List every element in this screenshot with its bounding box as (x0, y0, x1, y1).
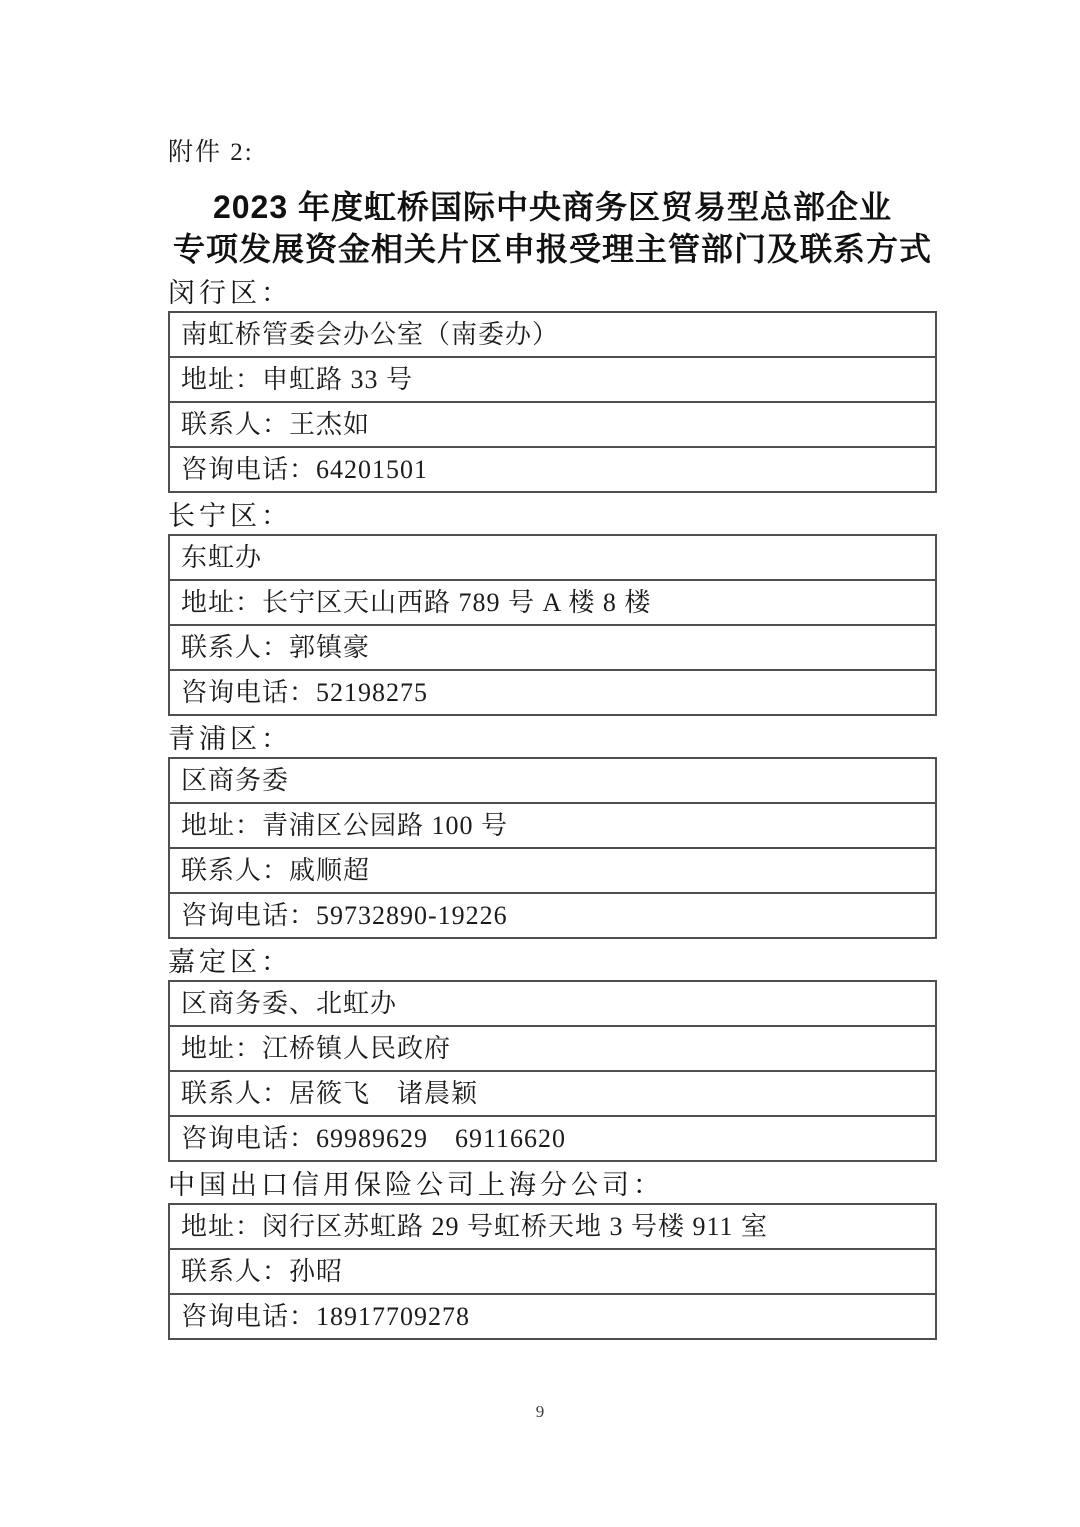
table-row: 区商务委、北虹办 (181, 989, 398, 1018)
table-row: 地址：申虹路 33 号 (170, 356, 935, 401)
table-row: 联系人：孙昭 (170, 1248, 935, 1293)
table-row: 咨询电话：64201501 (170, 446, 935, 491)
section-sinosure-shanghai (168, 1170, 937, 1340)
table-row: 联系人：居筱飞 诸晨颖 (170, 1070, 935, 1115)
table-row: 联系人：郭镇豪 (170, 624, 935, 669)
section-minhang (168, 278, 937, 493)
table-row: 咨询电话：69989629 69116620 (170, 1115, 935, 1160)
section-heading: 长宁区： (168, 501, 292, 531)
contact-table (168, 534, 937, 716)
page-number: 9 (535, 1402, 545, 1421)
contact-table (168, 311, 937, 493)
document-title-line1: 2023 年度虹桥国际中央商务区贸易型总部企业 (212, 189, 893, 225)
table-row: 地址：闵行区苏虹路 29 号虹桥天地 3 号楼 911 室 (181, 1212, 769, 1241)
section-heading: 嘉定区： (168, 947, 292, 977)
table-row: 东虹办 (181, 543, 263, 572)
section-jiading (168, 947, 937, 1162)
table-row: 地址：江桥镇人民政府 (170, 1025, 935, 1070)
section-heading: 中国出口信用保险公司上海分公司： (168, 1170, 664, 1200)
document-title (168, 186, 937, 270)
table-row: 联系人：戚顺超 (170, 847, 935, 892)
attachment-label: 附件 2: (168, 139, 254, 166)
contact-table (168, 1203, 937, 1340)
document-title-line2: 专项发展资金相关片区申报受理主管部门及联系方式 (172, 231, 932, 267)
section-qingpu (168, 724, 937, 939)
table-row: 咨询电话：52198275 (170, 669, 935, 714)
table-row: 联系人：王杰如 (170, 401, 935, 446)
table-row: 南虹桥管委会办公室（南委办） (181, 320, 560, 349)
table-row: 地址：青浦区公园路 100 号 (170, 802, 935, 847)
contact-table (168, 980, 937, 1162)
table-row: 咨询电话：59732890-19226 (170, 892, 935, 937)
table-row: 咨询电话：18917709278 (170, 1293, 935, 1338)
contact-table (168, 757, 937, 939)
section-heading: 闵行区： (168, 278, 292, 308)
table-row: 区商务委 (181, 766, 290, 795)
section-changning (168, 501, 937, 716)
section-heading: 青浦区： (168, 724, 292, 754)
table-row: 地址：长宁区天山西路 789 号 A 楼 8 楼 (170, 579, 935, 624)
